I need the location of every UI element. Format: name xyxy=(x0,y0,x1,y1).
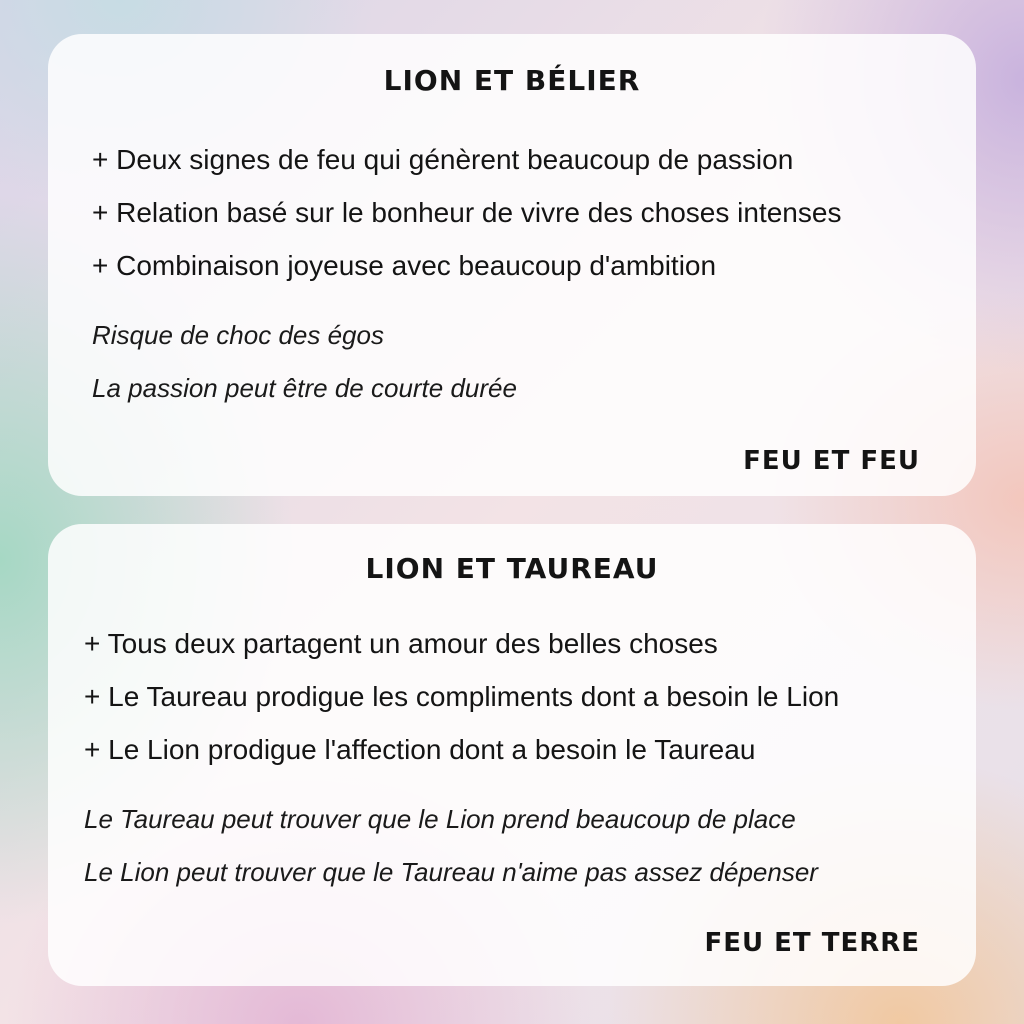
cons-list xyxy=(92,309,517,415)
compatibility-card-lion-belier xyxy=(48,34,976,496)
element-pairing-label: FEU ET FEU xyxy=(743,446,920,476)
card-title: LION ET TAUREAU xyxy=(365,552,659,585)
cons-list xyxy=(84,793,818,899)
con-item: La passion peut être de courte durée xyxy=(92,373,517,403)
con-item: Risque de choc des égos xyxy=(92,320,384,350)
pro-item: + Le Lion prodigue l'affection dont a besoin le Taureau xyxy=(84,734,756,765)
pro-item: + Le Taureau prodigue les compliments dont a besoin le Lion xyxy=(84,681,840,712)
pro-item: + Deux signes de feu qui génèrent beaucoup de passion xyxy=(92,144,794,175)
con-item: Le Taureau peut trouver que le Lion prend beaucoup de place xyxy=(84,804,796,834)
con-item: Le Lion peut trouver que le Taureau n'aime pas assez dépenser xyxy=(84,857,818,887)
element-pairing-label: FEU ET TERRE xyxy=(704,928,920,958)
pro-item: + Tous deux partagent un amour des belles choses xyxy=(84,628,718,659)
compatibility-card-lion-taureau xyxy=(48,524,976,986)
pro-item: + Combinaison joyeuse avec beaucoup d'ambition xyxy=(92,250,717,281)
pro-item: + Relation basé sur le bonheur de vivre des choses intenses xyxy=(92,197,842,228)
pros-list xyxy=(84,617,839,776)
pros-list xyxy=(92,133,841,292)
card-title: LION ET BÉLIER xyxy=(383,64,641,97)
